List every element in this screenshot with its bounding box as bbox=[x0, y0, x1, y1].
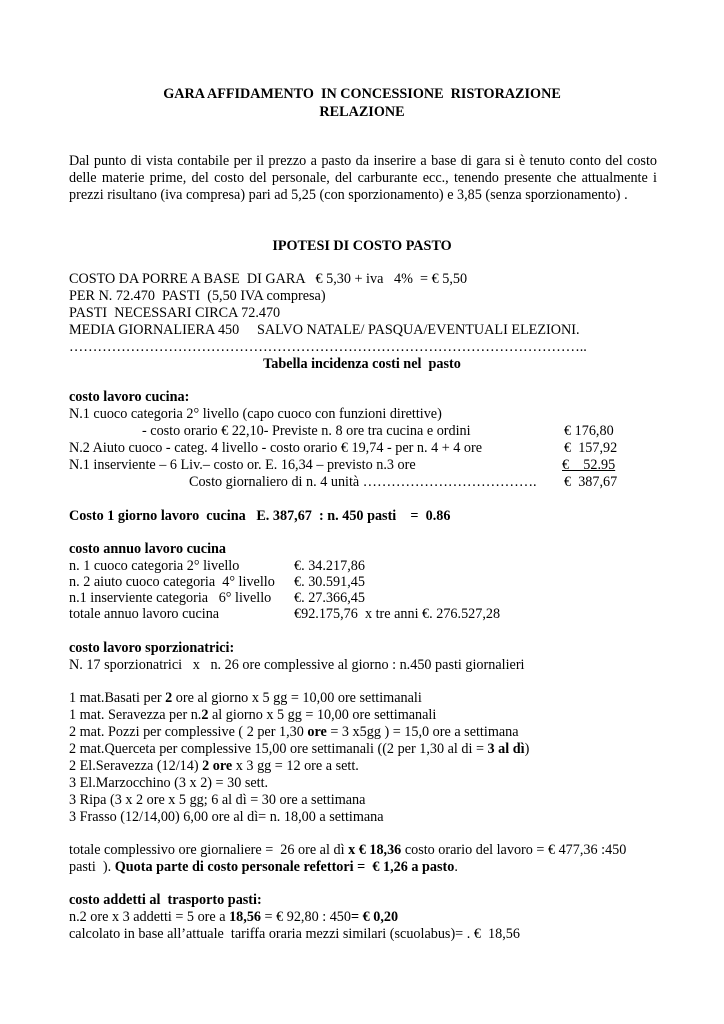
trasporto-line: n.2 ore x 3 addetti = 5 ore a 18,56 = € 92,80 : 450= € 0,20 bbox=[69, 909, 399, 925]
sporz-row: 2 El.Seravezza (12/14) 2 ore x 3 gg = 12 ore a sett. bbox=[69, 758, 359, 774]
annuo-value: €. 30.591,45 bbox=[294, 574, 365, 590]
document-title: GARA AFFIDAMENTO IN CONCESSIONE RISTORAZIONE bbox=[163, 86, 561, 102]
trasporto-line: calcolato in base all’attuale tariffa oraria mezzi similari (scuolabus)= . € 18,56 bbox=[69, 926, 520, 942]
tabella-heading: Tabella incidenza costi nel pasto bbox=[263, 356, 461, 372]
cucina-value: € 52.95 bbox=[562, 457, 616, 473]
cucina-total-value: € 387,67 bbox=[564, 474, 618, 490]
sporz-row: 1 mat. Seravezza per n.2 al giorno x 5 gg = 10,00 ore settimanali bbox=[69, 707, 437, 723]
costo-line: PER N. 72.470 PASTI (5,50 IVA compresa) bbox=[69, 288, 326, 304]
sporz-row: 3 Ripa (3 x 2 ore x 5 gg; 6 al dì = 30 ore a settimana bbox=[69, 792, 366, 808]
costo-line: PASTI NECESSARI CIRCA 72.470 bbox=[69, 305, 281, 321]
intro-paragraph: Dal punto di vista contabile per il prezzo a pasto da inserire a base di gara si è tenuto conto del costo delle materie prime, del costo del personale, del carburante ecc., tenendo presente che attualmente i prezzi risultano (iva compresa) pari ad 5,25 (con sporzionamento) e 3,85 (senza sporzionamento) . bbox=[69, 153, 657, 203]
ipotesi-heading: IPOTESI DI COSTO PASTO bbox=[272, 238, 452, 254]
cucina-heading: costo lavoro cucina: bbox=[69, 389, 190, 405]
sporz-line: N. 17 sporzionatrici x n. 26 ore complessive al giorno : n.450 pasti giornalieri bbox=[69, 657, 525, 673]
annuo-label: n.1 inserviente categoria 6° livello bbox=[69, 590, 272, 606]
sporz-row: 1 mat.Basati per 2 ore al giorno x 5 gg = 10,00 ore settimanali bbox=[69, 690, 422, 706]
annuo-label: n. 1 cuoco categoria 2° livello bbox=[69, 558, 240, 574]
annuo-label: totale annuo lavoro cucina bbox=[69, 606, 220, 622]
costo-giorno-line: Costo 1 giorno lavoro cucina E. 387,67 : n. 450 pasti = 0.86 bbox=[69, 508, 451, 524]
dotted-separator: ……………………………………………………………………………………………….. bbox=[69, 339, 587, 355]
document-subtitle: RELAZIONE bbox=[319, 104, 405, 120]
annuo-value: €. 27.366,45 bbox=[294, 590, 365, 606]
costo-line: COSTO DA PORRE A BASE DI GARA € 5,30 + iva 4% = € 5,50 bbox=[69, 271, 468, 287]
sporz-row: 3 El.Marzocchino (3 x 2) = 30 sett. bbox=[69, 775, 269, 791]
cucina-value: € 157,92 bbox=[564, 440, 618, 456]
cucina-value: € 176,80 bbox=[564, 423, 614, 439]
sporz-row: 2 mat.Querceta per complessive 15,00 ore settimanali ((2 per 1,30 al di = 3 al dì) bbox=[69, 741, 530, 757]
totale-line: totale complessivo ore giornaliere = 26 ore al dì x € 18,36 costo orario del lavoro = € 477,36 :450 bbox=[69, 842, 627, 858]
costo-line: MEDIA GIORNALIERA 450 SALVO NATALE/ PASQUA/EVENTUALI ELEZIONI. bbox=[69, 322, 580, 338]
annuo-value: €92.175,76 x tre anni €. 276.527,28 bbox=[294, 606, 501, 622]
annuo-label: n. 2 aiuto cuoco categoria 4° livello bbox=[69, 574, 275, 590]
sporz-heading: costo lavoro sporzionatrici: bbox=[69, 640, 235, 656]
totale-line: pasti ). Quota parte di costo personale refettori = € 1,26 a pasto. bbox=[69, 859, 458, 875]
sporz-row: 3 Frasso (12/14,00) 6,00 ore al dì= n. 18,00 a settimana bbox=[69, 809, 384, 825]
sporz-row: 2 mat. Pozzi per complessive ( 2 per 1,30 ore = 3 x5gg ) = 15,0 ore a settimana bbox=[69, 724, 519, 740]
trasporto-heading: costo addetti al trasporto pasti: bbox=[69, 892, 262, 908]
cucina-line: N.2 Aiuto cuoco - categ. 4 livello - costo orario € 19,74 - per n. 4 + 4 ore bbox=[69, 440, 483, 456]
cucina-line: N.1 inserviente – 6 Liv.– costo or. E. 16,34 – previsto n.3 ore bbox=[69, 457, 416, 473]
annuo-value: €. 34.217,86 bbox=[294, 558, 365, 574]
cucina-line: N.1 cuoco categoria 2° livello (capo cuoco con funzioni direttive) bbox=[69, 406, 442, 422]
cucina-total-label: Costo giornaliero di n. 4 unità ………………………………. bbox=[189, 474, 537, 490]
cucina-line: - costo orario € 22,10- Previste n. 8 ore tra cucina e ordini bbox=[142, 423, 471, 439]
annuo-heading: costo annuo lavoro cucina bbox=[69, 541, 226, 557]
